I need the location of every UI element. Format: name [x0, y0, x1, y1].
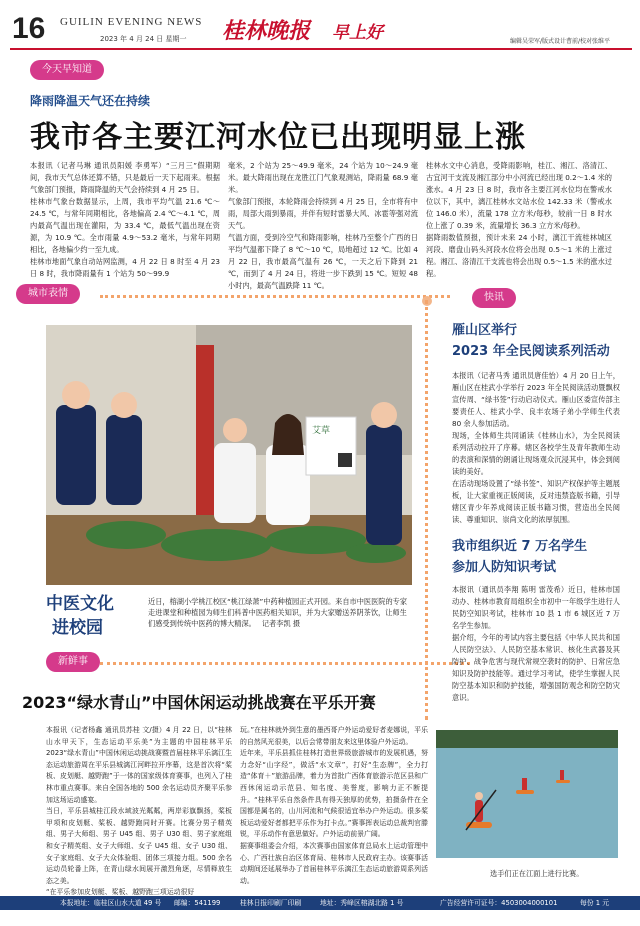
sport-headline: 2023“绿水青山”中国休闲运动挑战赛在平乐开赛: [22, 693, 376, 712]
dotted-divider: [100, 295, 450, 298]
vertical-dotted-divider: [425, 300, 431, 720]
footer-bar: [0, 896, 640, 910]
news2-title-line-1: 我市组织近 7 万名学生: [452, 539, 588, 554]
lead-column-1: 本报讯（记者马琳 通讯员阳媛 李勇军）“三月三”假期期间，我市天气总体还算不错，只是最后一天下起雨来。根据气象部门预报，降雨降温的天气会持续到 4 月 25 日。 桂林市气象台数据显示，上周，我市平均气温 21.6 ℃～24.5 ℃，与常年同期相比，各地偏高 2.4 ℃～4.1 ℃，周内最高气温出现在灌阳，为 33.4 ℃，最低气温出现在资源，为 10.9 ℃。全市雨量 4.9～53.2 毫米，与常年同期相比，各地偏少约一至九成。 桂林市地面气象自动站网监测，4 月 22 日 8 时至 4 月 23 日 8 时，我市降雨量有 1 个站为 50～99.9: [30, 161, 220, 278]
tag-today: 今天早知道: [30, 60, 104, 80]
tcm-photo: [46, 325, 412, 585]
sport-column-2: 玩。”在桂林就外到生意的墨西哥户外运动爱好者麦娜说，平乐的自然风光很美，以后会常带朋友来这里体验户外运动。 近年来，平乐县抓住桂林打造世界级旅游城市的发展机遇，努力念好“山字经”，做活“水文章”，打好“生态牌”，全力打造“体育＋”旅游品牌，着力为首批广西体育旅游示范区县和广西休闲运动示范县、知名度、美誉度，影响力正不断提升。“桂林平乐自然条件具有得天独厚的优势，拍摄条件在全国都是属名的，山川河流和气候很适宜举办户外运动。很多桨板运动爱好者都把平乐作为打卡点。”赛事挥表运动总裁判官滕锐，平乐动作有意思做好。户外运动前景广阔。 据赛事组委会介绍，本次赛事由国家体育总局水上运动管理中心、广西壮族自治区体育局、桂林市人民政府主办。该赛事活动期间还延展举办了首届桂林平乐漓江生态运动旅游周系列活动。: [240, 726, 428, 885]
news2-body: 本报讯（通讯员李翔 陈明 雷茂希）近日，桂林市国动办、桂林市教育局组织全市初中一年级学生进行人民防空知识考试，桂林市 10 县 1 市 6 城区近 7 万名学生参加。 据介绍，今年的考试内容主要包括《中华人民共和国人民防空法》、人民防空基本常识、核化生武器及其防护、战争危害与现代常规空袭时的防护、日常应急知识及防护技能等。通过学习考试，使学生掌握人民防空基本知识和防护技能，增强国防观念和防空防灾意识。: [452, 585, 620, 702]
footer-license: 广告经营许可证号：4503004000101: [440, 899, 558, 907]
tag-kuaixun: 快讯: [472, 288, 516, 308]
page-number: 16: [12, 12, 46, 45]
sport-photo-caption: 选手们正在江面上进行比赛。: [490, 869, 584, 878]
footer-printer-address: 地址：秀峰区榕湖北路 1 号: [320, 899, 404, 907]
photo-story-title-line-2: 进校园: [52, 618, 103, 638]
footer-price: 每份 1 元: [580, 899, 610, 907]
footer-printer: 桂林日报印刷厂印刷: [240, 899, 302, 907]
tag-city: 城市表情: [16, 284, 80, 304]
sport-photo: [436, 730, 618, 858]
photo-caption-text: 近日，榕湖小学桃江校区“桃江绿萧”中药种植园正式开园。来自市中医医院的专家走进课堂和种植园为师生们科普中医药相关知识，并为大家赠送养阴茶饮，让师生们感受到传统中医药的博大精深。: [148, 597, 408, 628]
lead-headline: 我市各主要江河水位已出现明显上涨: [30, 120, 526, 155]
masthead-rule: [10, 48, 632, 50]
section-name: 早上好: [332, 23, 383, 43]
footer-address: 本报地址：临桂区山水大道 49 号: [60, 899, 162, 907]
lead-column-3: 桂林水文中心消息，受降雨影响，桂江、湘江、洛清江、古宜河干支流及湘江部分中小河流已经出现 0.2～1.4 米的涨水。4 月 23 日 8 时，我市各主要江河水位均在警戒水位以下，其中，漓江桂林水文站水位 142.33 米（警戒水位 146.0 米），流量 178 立方米/每秒，较前一日 8 时水位上涨了 0.39 米，流量增长 36.3 立方米/每秒。 据降雨数值预报，预计未来 24 小时，漓江干流桂林城区河段、磨盘山码头河段水位将会出现 0.5～1 米的上涨过程。湘江、洛清江干支流也将会出现 0.5～1.5 米的涨水过程。: [426, 161, 612, 278]
masthead: [0, 0, 640, 50]
tcm-photo-illustration: [46, 325, 412, 585]
news2-title-line-2: 参加人防知识考试: [452, 560, 557, 575]
footer-postcode: 邮编：541199: [174, 899, 221, 907]
photo-story-caption: [148, 596, 412, 629]
sign-text: 艾草: [312, 426, 331, 436]
sport-column-1: 本报讯（记者杨鑫 通讯员苏桂 文/摄）4 月 22 日，以“桂林山水甲天下，生态运动平乐美”为主题的中国桂林平乐 2023“绿水青山”中国休闲运动挑战赛暨首届桂林平乐漓江生态运动旅游周在平乐县城漓江河畔拉开序幕，这是首次将“桨板、皮划艇、越野跑”于一体的国家级体育赛事，也列入了桂林市重点赛事。来自全国各地的 500 余名运动员齐聚平乐参加这场运动盛宴。 当日，平乐县城桂江段水域波光粼粼，两岸彩旗飘扬，桨板甲项和皮划艇、桨板、越野跑同时开赛。比赛分男子精英组、男子大师组、男子 U45 组、男子 U30 组、男子家庭组和女子精英组、女子大师组、女子 U45 组、女子 U30 组、女子家庭组、女子大众体验组、团体三项接力组。500 余名运动员轮番上阵，在青山绿水间展开激烈角逐，尽情释放生态之美。 “在平乐参加皮划艇、桨板、越野跑三项运动很好: [46, 726, 232, 897]
photo-credit: 记者李凯 摄: [261, 619, 301, 628]
editors-line: 编辑吴荣军/版式设计曹前/校对张维平: [510, 38, 611, 45]
photo-story-title-line-1: 中医文化: [46, 594, 114, 614]
news1-title-line-2: 2023 年全民阅读系列活动: [452, 344, 610, 359]
paper-logo: 桂林晚报: [222, 18, 311, 44]
dotted-divider-2: [100, 662, 470, 665]
sport-photo-illustration: [436, 730, 618, 858]
tag-xinxian: 新鲜事: [46, 652, 100, 672]
issue-date: 2023 年 4 月 24 日 星期一: [100, 35, 187, 43]
lead-subheadline: 降雨降温天气还在持续: [30, 94, 151, 108]
news1-body: 本报讯（记者马秀 通讯员唐佳怡）4 月 20 日上午，雁山区在桂武小学举行 2023 年全民阅读活动暨飘权宣传周、“绿书签”行动启动仪式。雁山区委宣传部主要责任人、桂武小学、良丰农场子弟小学师生代表 80 余人参加活动。 现场，全体师生共同诵读《桂林山水》，为全民阅读系列活动拉开了序幕。辖区各校学生及青年教师生动的表演和深情的朗诵让现场观众沉浸其中，体会到阅读的美好。 在活动现场设置了“绿书签”、知识产权保护等主题展板，让大家重视正版阅读，反对违禁盗版书籍，引导辖区青少年养成阅读正版书籍习惯，营造出全民阅读、尊重知识、崇尚文化的浓厚氛围。: [452, 371, 620, 524]
paper-name-en: GUILIN EVENING NEWS: [60, 16, 203, 28]
lead-column-2: 毫米，2 个站为 25～49.9 毫米，24 个站为 10～24.9 毫米。最大降雨出现在龙胜江门气象观测站，降雨量 68.9 毫米。 气象部门预报，本轮降雨会持续到 4 月 25 日，全市将有中雨，局部大雨到暴雨，并伴有短时雷暴大风、冰雹等强对流天气。 气温方面，受到冷空气和降雨影响，桂林乃至整个广西的日平均气温都下降了 8 ℃～10 ℃，局地超过 12 ℃。比如 4 月 22 日，我市最高气温有 26 ℃，一天之后下降到 21 ℃，而到了 4 月 24 日，将进一步下跌到 15 ℃。短短 48 小时内，最高气温跌降 11 ℃。: [228, 161, 418, 290]
news1-title-line-1: 雁山区举行: [452, 323, 518, 338]
